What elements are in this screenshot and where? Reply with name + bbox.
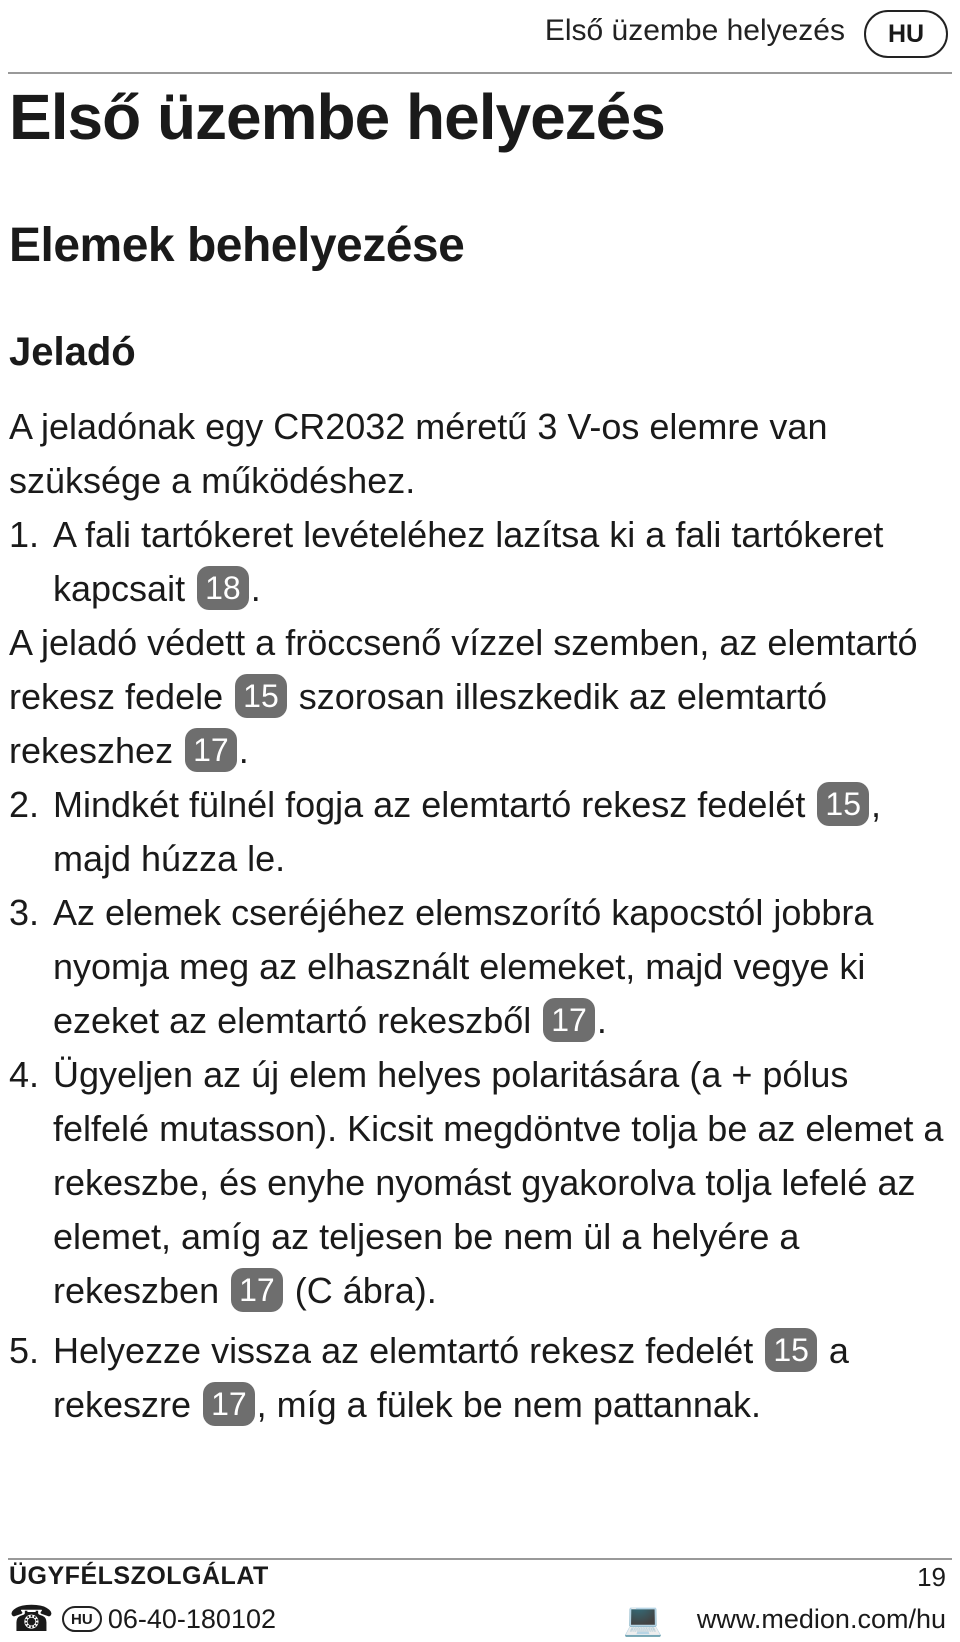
telephone-icon: ☎ [9, 1598, 54, 1639]
header-divider [8, 72, 952, 74]
step-text: . [250, 568, 261, 609]
note-text: . [238, 730, 249, 771]
footer-divider [8, 1558, 952, 1560]
step-5 [9, 1324, 951, 1432]
step-text: A fali tartókeret levételéhez lazítsa ki a fali tartókeret kapcsait [53, 514, 884, 609]
customer-service-label: ÜGYFÉLSZOLGÁLAT [9, 1562, 269, 1590]
page-number: 19 [917, 1562, 946, 1592]
step-text: a rekeszre [53, 1330, 849, 1425]
step-4 [9, 1048, 951, 1318]
section-title: Elemek behelyezése [9, 219, 465, 272]
step-3 [9, 886, 951, 1048]
note-text: A jeladó védett a fröccsenő vízzel szemben, az elemtartó rekesz fedele [9, 622, 918, 717]
reference-badge: 17 [203, 1382, 255, 1426]
step-2 [9, 778, 951, 886]
reference-badge: 17 [185, 728, 237, 772]
step-number: 2. [9, 784, 40, 825]
phone-number: 06-40-180102 [107, 1603, 276, 1634]
body-content [9, 400, 951, 1432]
intro-paragraph: A jeladónak egy CR2032 méretű 3 V-os elemre van szüksége a működéshez. [9, 406, 828, 501]
step-1 [9, 508, 951, 616]
reference-badge: 17 [231, 1268, 283, 1312]
computer-icon: 💻 [623, 1601, 663, 1637]
footer-website [623, 1602, 946, 1636]
step-number: 5. [9, 1330, 40, 1371]
step-text: Helyezze vissza az elemtartó rekesz fedelét [53, 1330, 754, 1371]
step-text: Az elemek cseréjéhez elemszorító kapocstól jobbra nyomja meg az elhasznált elemeket, majd vegye ki ezeket az elemtartó rekeszből [53, 892, 874, 1041]
reference-badge: 15 [765, 1328, 817, 1372]
subsection-title: Jeladó [9, 330, 136, 374]
language-badge: HU [864, 10, 948, 58]
reference-badge: 17 [543, 998, 595, 1042]
step-text: , míg a fülek be nem pattannak. [256, 1384, 761, 1425]
note-paragraph [9, 616, 951, 778]
reference-badge: 18 [197, 566, 249, 610]
footer-language-badge: HU [62, 1606, 102, 1632]
step-number: 3. [9, 892, 40, 933]
step-text: Ügyeljen az új elem helyes polaritására (a + pólus felfelé mutasson). Kicsit megdöntve tolja be az elemet a rekeszbe, és enyhe nyomást gyakorolva tolja lefelé az elemet, amíg az teljesen be nem ül a helyére a rekeszben [53, 1054, 944, 1311]
step-text: Mindkét fülnél fogja az elemtartó rekesz fedelét [53, 784, 806, 825]
page-title: Első üzembe helyezés [9, 81, 665, 153]
note-text: szorosan illeszkedik az elemtartó rekeszhez [9, 676, 827, 771]
reference-badge: 15 [817, 782, 869, 826]
page-header [0, 0, 960, 74]
running-header-title: Első üzembe helyezés [544, 14, 845, 47]
step-text: , majd húzza le. [53, 784, 882, 879]
step-text: (C ábra). [294, 1270, 437, 1311]
step-number: 1. [9, 514, 40, 555]
footer-phone [9, 1598, 276, 1639]
reference-badge: 15 [235, 674, 287, 718]
website-url: www.medion.com/hu [696, 1603, 946, 1634]
step-text: . [596, 1000, 607, 1041]
step-number: 4. [9, 1054, 40, 1095]
